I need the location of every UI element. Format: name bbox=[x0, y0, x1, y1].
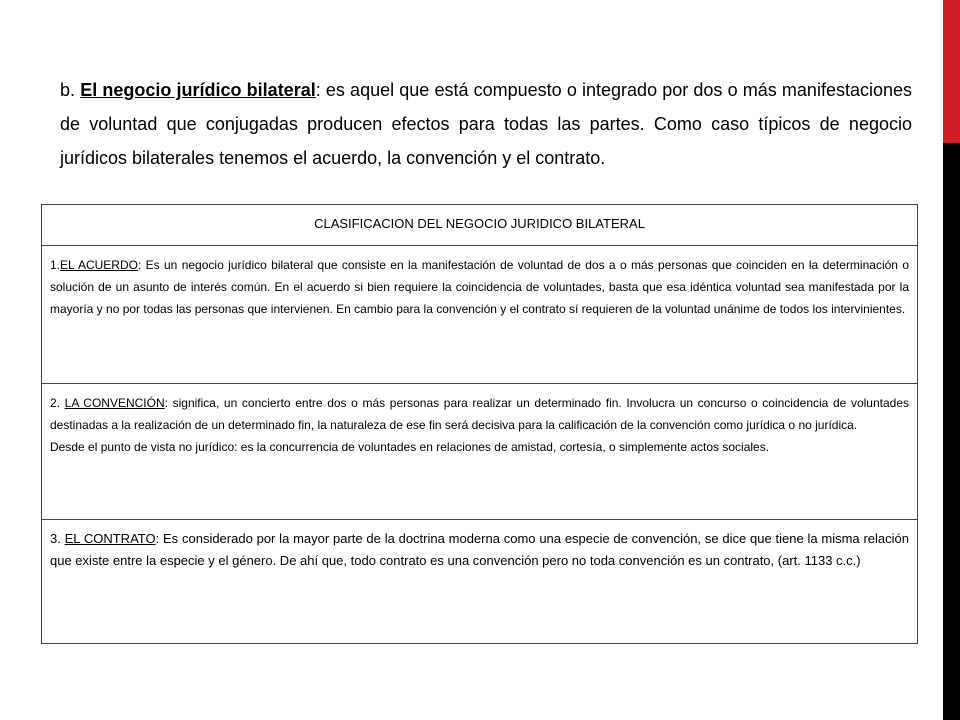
row-text-secondary: Desde el punto de vista no jurídico: es la concurrencia de voluntades en relaciones de amistad, cortesía, o simplemente actos sociales. bbox=[50, 440, 770, 454]
row-text: : Es un negocio jurídico bilateral que consiste en la manifestación de voluntad de dos a o más personas que coinciden en la determinación o solución de un asunto de interés común. En el acuerdo si bien requiere la coincidencia de voluntades, basta que esa idéntica voluntad sea manifestada por la mayoría y no por todas las personas que intervienen. En cambio para la convención y el contrato sí requieren de la voluntad unánime de todos los intervinientes. bbox=[50, 258, 909, 316]
row-term: LA CONVENCIÓN bbox=[64, 396, 165, 410]
intro-term: El negocio jurídico bilateral bbox=[80, 80, 316, 100]
table-row bbox=[42, 246, 918, 384]
table-header: CLASIFICACION DEL NEGOCIO JURIDICO BILATERAL bbox=[42, 205, 918, 246]
classification-table bbox=[41, 204, 918, 644]
row-number: 1. bbox=[50, 258, 61, 272]
side-accent-bar-black bbox=[943, 143, 960, 720]
intro-text: : es aquel que está compuesto o integrado por dos o más manifestaciones de voluntad que conjugadas producen efectos para todas las partes. Como caso típicos de negocio jurídicos bilaterales tenemos el acuerdo, la convención y el contrato. bbox=[60, 80, 913, 168]
row-text: : Es considerado por la mayor parte de la doctrina moderna como una especie de convención, se dice que tiene la misma relación que existe entre la especie y el género. De ahí que, todo contrato es una convención pero no toda convención es un contrato, (art. 1133 c.c.) bbox=[50, 531, 909, 568]
row-term: EL CONTRATO bbox=[64, 531, 156, 546]
intro-prefix: b. bbox=[60, 80, 81, 100]
table-row bbox=[42, 520, 918, 644]
row-number: 2. bbox=[50, 396, 65, 410]
table-header-row bbox=[42, 205, 918, 246]
intro-paragraph bbox=[60, 73, 912, 175]
row-acuerdo bbox=[42, 246, 918, 384]
row-contrato bbox=[42, 520, 918, 644]
table-row bbox=[42, 384, 918, 520]
row-text: : significa, un concierto entre dos o más personas para realizar un determinado fin. Involucra un concurso o coincidencia de voluntades destinadas a la realización de un determinado fin, la naturaleza de ese fin será decisiva para la calificación de la convención como jurídica o no jurídica. bbox=[50, 396, 909, 432]
side-accent-bar-red bbox=[943, 0, 960, 143]
row-term: EL ACUERDO bbox=[60, 258, 138, 272]
row-number: 3. bbox=[50, 531, 65, 546]
row-convencion bbox=[42, 384, 918, 520]
